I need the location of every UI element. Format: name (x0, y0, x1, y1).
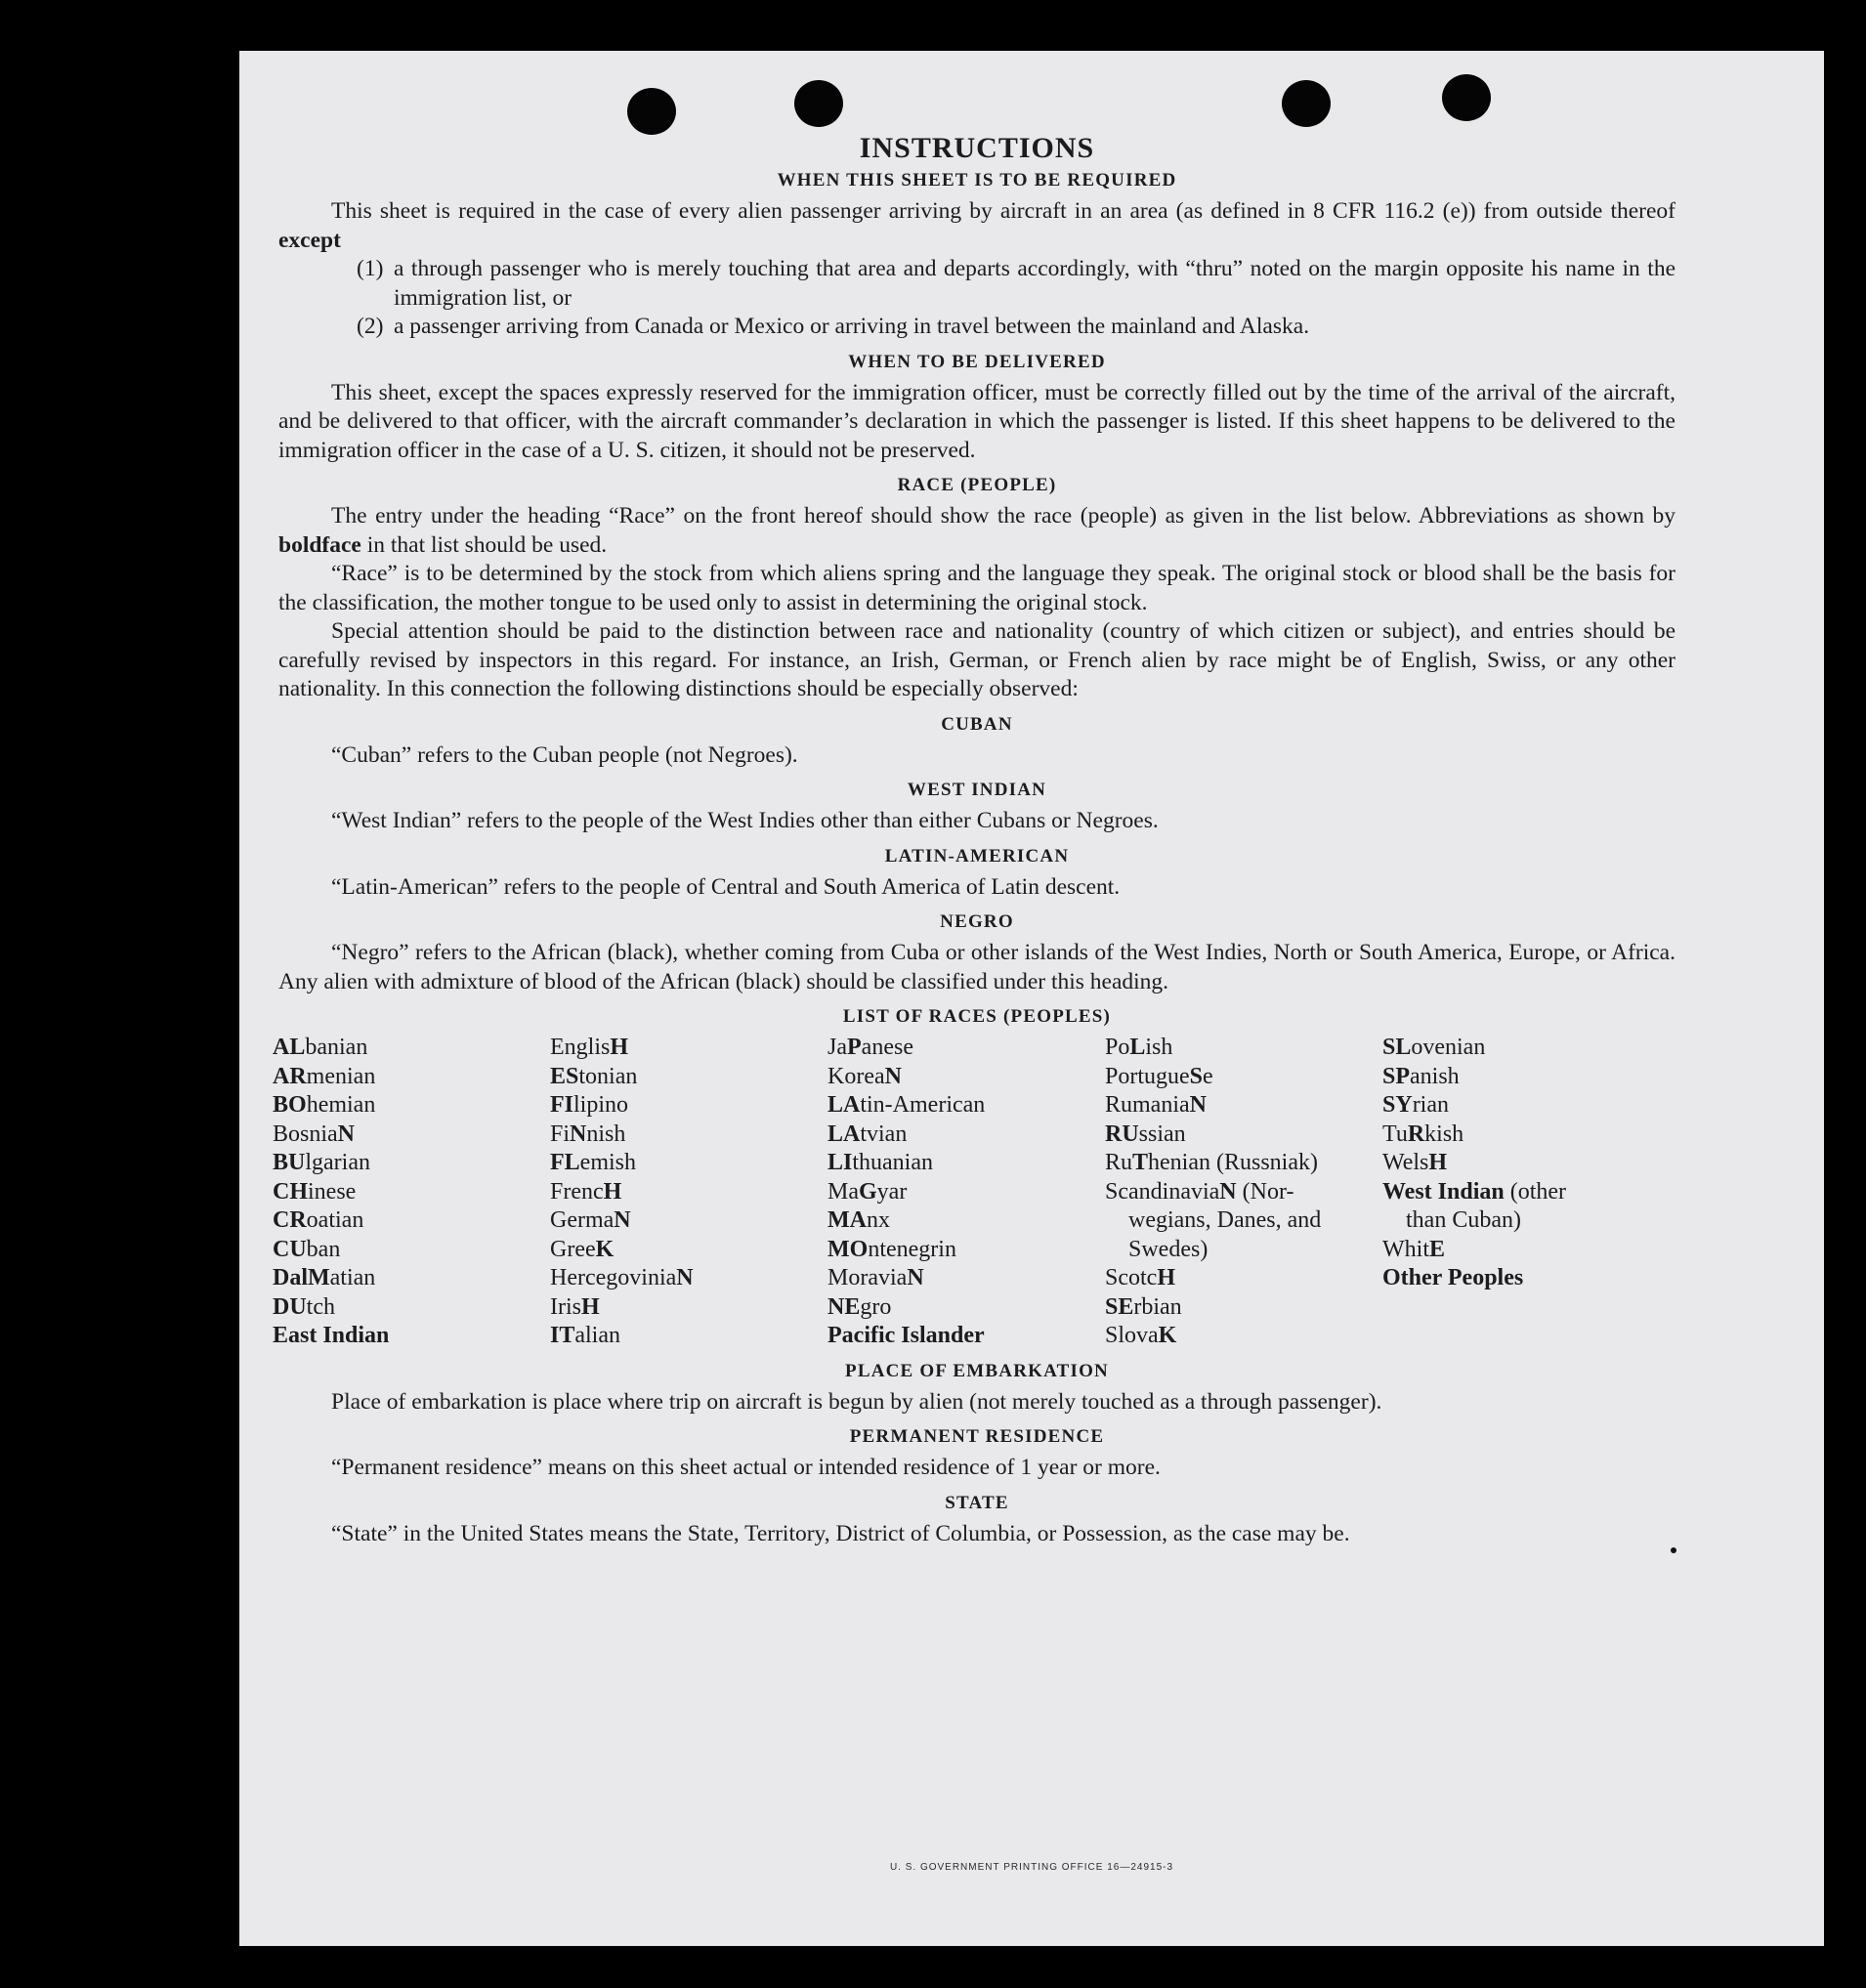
race-text: Frenc (550, 1178, 604, 1205)
paragraph-latin-american: “Latin-American” refers to the people of Central and South America of Latin descent. (331, 873, 1121, 900)
race-entry (273, 1236, 550, 1265)
race-abbreviation: AR (273, 1063, 307, 1089)
race-abbreviation: AL (273, 1035, 306, 1060)
race-abbreviation: P (847, 1035, 862, 1060)
race-entry (1105, 1293, 1382, 1323)
paragraph-negro: “Negro” refers to the African (black), whether coming from Cuba or other islands of the West Indies, North or South America, Europe, or Africa. Any alien with admixture of blood of the African (black) should be classified under this heading. (278, 940, 1675, 994)
race-text: Korea (827, 1063, 885, 1089)
race-text: Slova (1105, 1323, 1159, 1348)
race-text: alian (574, 1323, 620, 1348)
exception-item-1 (357, 255, 1675, 313)
race-abbreviation: DalM (273, 1265, 330, 1290)
paragraph-race-2: “Race” is to be determined by the stock from which aliens spring and the language they speak. The original stock or blood shall be the basis for the classification, the mother tongue to be used only to assist in determining the original stock. (278, 561, 1675, 615)
race-entry (1105, 1149, 1382, 1178)
race-abbreviation: East Indian (273, 1323, 390, 1348)
instruction-sheet (239, 51, 1824, 1946)
race-entry (550, 1063, 827, 1092)
race-entry (827, 1034, 1105, 1063)
race-abbreviation: T (1132, 1150, 1149, 1175)
race-abbreviation: FL (550, 1150, 580, 1175)
race-text: Germa (550, 1207, 615, 1233)
race-text: Fi (550, 1121, 571, 1147)
race-entry (273, 1206, 550, 1236)
race-abbreviation: MO (827, 1236, 869, 1262)
race-abbreviation: SL (1382, 1035, 1412, 1060)
paragraph-when-delivered: This sheet, except the spaces expressly reserved for the immigration officer, must be correctly filled out by the time of the arrival of the aircraft, and be delivered to that officer, with the aircraft commander’s declaration in which the passenger is listed. If this sheet happens to be delivered to the immigration officer in the case of a U. S. citizen, it should not be preserved. (278, 379, 1675, 463)
race-entry (827, 1293, 1105, 1323)
race-text: Ru (1105, 1150, 1133, 1175)
race-entry (827, 1236, 1105, 1265)
race-text: lgarian (305, 1150, 370, 1175)
race-abbreviation: H (1157, 1265, 1175, 1290)
race-entry (550, 1206, 827, 1236)
race-entry (1382, 1264, 1666, 1293)
race-entry (550, 1322, 827, 1351)
race-entry (827, 1063, 1105, 1092)
punch-hole (794, 80, 843, 127)
race-abbreviation: Pacific Islander (827, 1323, 985, 1348)
race-text: e (1203, 1063, 1213, 1089)
race-abbreviation: G (859, 1178, 877, 1205)
races-column (1105, 1034, 1382, 1351)
race-entry (550, 1034, 827, 1063)
paragraph-text: in that list should be used. (360, 531, 608, 558)
race-entry (550, 1264, 827, 1293)
race-abbreviation: E (1429, 1236, 1446, 1262)
race-text: ntenegrin (868, 1236, 956, 1262)
race-text: lipino (573, 1092, 629, 1118)
race-entry (1105, 1034, 1382, 1063)
race-abbreviation: N (1189, 1092, 1207, 1118)
race-text: yar (876, 1178, 908, 1205)
race-text: ssian (1138, 1121, 1186, 1147)
race-text: menian (306, 1063, 376, 1089)
race-abbreviation: SY (1382, 1092, 1413, 1118)
races-column (1382, 1034, 1666, 1351)
race-entry (273, 1322, 550, 1351)
race-text: ovenian (1411, 1035, 1486, 1060)
race-abbreviation: H (581, 1293, 600, 1320)
race-text: Po (1105, 1035, 1130, 1060)
race-abbreviation: CH (273, 1178, 308, 1205)
race-abbreviation: West Indian (1382, 1178, 1505, 1205)
race-text: Moravia (827, 1265, 908, 1290)
race-entry (550, 1178, 827, 1207)
heading-race: RACE (PEOPLE) (897, 475, 1057, 495)
race-text: tch (306, 1293, 335, 1320)
race-entry (550, 1293, 827, 1323)
race-text: Portugue (1105, 1063, 1190, 1089)
race-text: Scandinavia (1105, 1178, 1220, 1205)
paragraph-state: “State” in the United States means the State, Territory, District of Columbia, or Possession, as the case may be. (331, 1520, 1350, 1546)
race-entry (1105, 1178, 1382, 1207)
race-entry (273, 1293, 550, 1323)
heading-west-indian: WEST INDIAN (907, 780, 1047, 800)
races-column (550, 1034, 827, 1351)
heading-when-required: WHEN THIS SHEET IS TO BE REQUIRED (777, 170, 1177, 190)
paragraph-when-required (278, 197, 1675, 255)
race-abbreviation: Other Peoples (1382, 1265, 1524, 1290)
race-abbreviation: LA (827, 1121, 861, 1147)
race-text: Wels (1382, 1150, 1429, 1175)
race-abbreviation: LA (827, 1092, 861, 1118)
paragraph-race-1 (278, 502, 1675, 560)
race-text: ish (1145, 1035, 1173, 1060)
punch-hole (627, 88, 676, 135)
race-entry (827, 1121, 1105, 1150)
race-abbreviation: H (610, 1035, 629, 1060)
item-text: a passenger arriving from Canada or Mexico or arriving in travel between the mainland and Alaska. (394, 314, 1310, 339)
race-entry (827, 1322, 1105, 1351)
race-abbreviation: LI (827, 1150, 853, 1175)
race-text: anish (1410, 1063, 1460, 1089)
race-text: (Nor- (1236, 1178, 1294, 1205)
race-abbreviation: DU (273, 1293, 307, 1320)
race-abbreviation: N (614, 1207, 631, 1233)
race-entry (273, 1063, 550, 1092)
heading-list-of-races: LIST OF RACES (PEOPLES) (842, 1006, 1112, 1027)
paragraph-residence: “Permanent residence” means on this sheet actual or intended residence of 1 year or more. (331, 1455, 1161, 1480)
bold-text: except (278, 227, 341, 253)
item-number: (2) (357, 314, 384, 339)
race-text: Ma (827, 1178, 859, 1205)
race-abbreviation: K (595, 1236, 615, 1262)
race-entry (273, 1178, 550, 1207)
race-text: emish (579, 1150, 636, 1175)
race-abbreviation: BO (273, 1092, 307, 1118)
race-entry (1382, 1034, 1666, 1063)
race-entry (273, 1034, 550, 1063)
race-abbreviation: N (884, 1063, 902, 1089)
race-abbreviation: H (1428, 1150, 1448, 1175)
race-entry (273, 1149, 550, 1178)
race-entry (1382, 1091, 1666, 1121)
race-text: Tu (1382, 1121, 1408, 1147)
race-text: rbian (1133, 1293, 1182, 1320)
heading-negro: NEGRO (940, 911, 1014, 932)
paragraph-race-3: Special attention should be paid to the distinction between race and nationality (country of which citizen or subject), and entries should be carefully revised by inspectors in this regard. For instance, an Irish, German, or French alien by race might be of English, Swiss, or any other nationality. In this connection the following distinctions should be especially observed: (278, 618, 1675, 701)
race-text: Ja (827, 1035, 847, 1060)
heading-residence: PERMANENT RESIDENCE (849, 1426, 1105, 1447)
race-text: nish (586, 1121, 626, 1147)
paragraph-embarkation: Place of embarkation is place where trip on aircraft is begun by alien (not merely touched as a through passenger). (331, 1388, 1382, 1415)
race-entry (1382, 1178, 1666, 1207)
race-abbreviation: N (907, 1265, 924, 1290)
race-entry (1105, 1091, 1382, 1121)
race-text: gro (860, 1293, 892, 1320)
race-entry (1382, 1121, 1666, 1150)
race-entry (827, 1264, 1105, 1293)
race-abbreviation: FI (550, 1092, 573, 1118)
race-abbreviation: SP (1382, 1063, 1411, 1089)
paragraph-west-indian: “West Indian” refers to the people of the West Indies other than either Cubans or Negroes. (331, 808, 1159, 833)
race-abbreviation: N (676, 1265, 694, 1290)
race-abbreviation: K (1158, 1323, 1177, 1348)
heading-embarkation: PLACE OF EMBARKATION (845, 1360, 1109, 1381)
exception-item-2 (357, 313, 1675, 342)
race-text: kish (1424, 1121, 1464, 1147)
race-entry (550, 1091, 827, 1121)
race-text: oatian (306, 1207, 364, 1233)
race-entry (827, 1206, 1105, 1236)
race-entry (550, 1149, 827, 1178)
race-text: hemian (306, 1092, 376, 1118)
punch-hole (1442, 74, 1491, 121)
race-text: Scotc (1105, 1265, 1158, 1290)
race-text: Rumania (1105, 1092, 1190, 1118)
punch-hole (1282, 80, 1331, 127)
item-text: a through passenger who is merely touching that area and departs accordingly, with “thru” noted on the margin opposite his name in the immigration list, or (394, 256, 1675, 311)
race-entry (1105, 1121, 1382, 1150)
race-abbreviation: L (1129, 1035, 1146, 1060)
race-text: nx (866, 1207, 890, 1233)
races-list (273, 1034, 1675, 1351)
item-number: (1) (357, 256, 384, 281)
race-entry (550, 1236, 827, 1265)
race-text: inese (308, 1178, 357, 1205)
race-entry (550, 1121, 827, 1150)
race-abbreviation: RU (1105, 1121, 1139, 1147)
race-text: tvian (860, 1121, 908, 1147)
race-abbreviation: NE (827, 1293, 861, 1320)
race-entry-continuation: than Cuban) (1406, 1207, 1521, 1233)
race-text: (other (1504, 1178, 1567, 1205)
race-entry (1105, 1063, 1382, 1092)
race-abbreviation: SE (1105, 1293, 1134, 1320)
race-abbreviation: ES (550, 1063, 579, 1089)
race-entry (1105, 1264, 1382, 1293)
printing-office-imprint: U. S. GOVERNMENT PRINTING OFFICE 16—24915-3 (889, 1862, 1174, 1873)
race-entry (827, 1091, 1105, 1121)
heading-cuban: CUBAN (941, 713, 1013, 735)
race-text: Hercegovinia (550, 1265, 677, 1290)
race-text: anese (861, 1035, 913, 1060)
race-text: henian (Russniak) (1148, 1150, 1318, 1175)
race-text: tin-American (860, 1092, 986, 1118)
race-abbreviation: MA (827, 1207, 867, 1233)
race-text: tonian (578, 1063, 638, 1089)
race-entry (273, 1121, 550, 1150)
races-column (273, 1034, 550, 1351)
race-entry (273, 1264, 550, 1293)
race-abbreviation: N (337, 1121, 356, 1147)
race-abbreviation: BU (273, 1150, 306, 1175)
heading-state: STATE (945, 1492, 1009, 1513)
instructions-content (273, 129, 1675, 1548)
paragraph-text: This sheet is required in the case of every alien passenger arriving by aircraft in an area (as defined in 8 CFR 116.2 (e)) from outside thereof (331, 198, 1675, 224)
race-entry (1382, 1236, 1666, 1265)
race-text: Iris (550, 1293, 581, 1320)
race-text: Englis (550, 1035, 611, 1060)
race-text: atian (329, 1265, 376, 1290)
race-entry (827, 1149, 1105, 1178)
race-abbreviation: CU (273, 1236, 307, 1262)
bold-text: boldface (278, 531, 361, 558)
race-entry (827, 1178, 1105, 1207)
page-title: INSTRUCTIONS (859, 132, 1095, 164)
paragraph-text: The entry under the heading “Race” on the front hereof should show the race (people) as given in the list below. Abbreviations as shown by (331, 503, 1675, 529)
race-entry (273, 1091, 550, 1121)
race-text: Gree (550, 1236, 596, 1262)
race-entry (1382, 1063, 1666, 1092)
race-abbreviation: H (603, 1178, 622, 1205)
race-abbreviation: IT (550, 1323, 575, 1348)
race-text: banian (305, 1035, 368, 1060)
race-abbreviation: S (1189, 1063, 1204, 1089)
race-text: Whit (1382, 1236, 1429, 1262)
race-text: rian (1412, 1092, 1449, 1118)
races-column (827, 1034, 1105, 1351)
heading-latin-american: LATIN-AMERICAN (884, 845, 1070, 867)
race-entry (1382, 1149, 1666, 1178)
race-abbreviation: R (1407, 1121, 1425, 1147)
race-abbreviation: N (1219, 1178, 1237, 1205)
race-entry (1105, 1322, 1382, 1351)
race-abbreviation: CR (273, 1207, 307, 1233)
heading-when-delivered: WHEN TO BE DELIVERED (848, 351, 1106, 372)
race-entry-continuation: wegians, Danes, and Swedes) (1128, 1207, 1322, 1262)
race-abbreviation: N (570, 1121, 587, 1147)
race-text: ban (306, 1236, 341, 1262)
race-text: thuanian (852, 1150, 933, 1175)
paragraph-cuban: “Cuban” refers to the Cuban people (not Negroes). (331, 741, 798, 768)
race-text: Bosnia (273, 1121, 338, 1147)
